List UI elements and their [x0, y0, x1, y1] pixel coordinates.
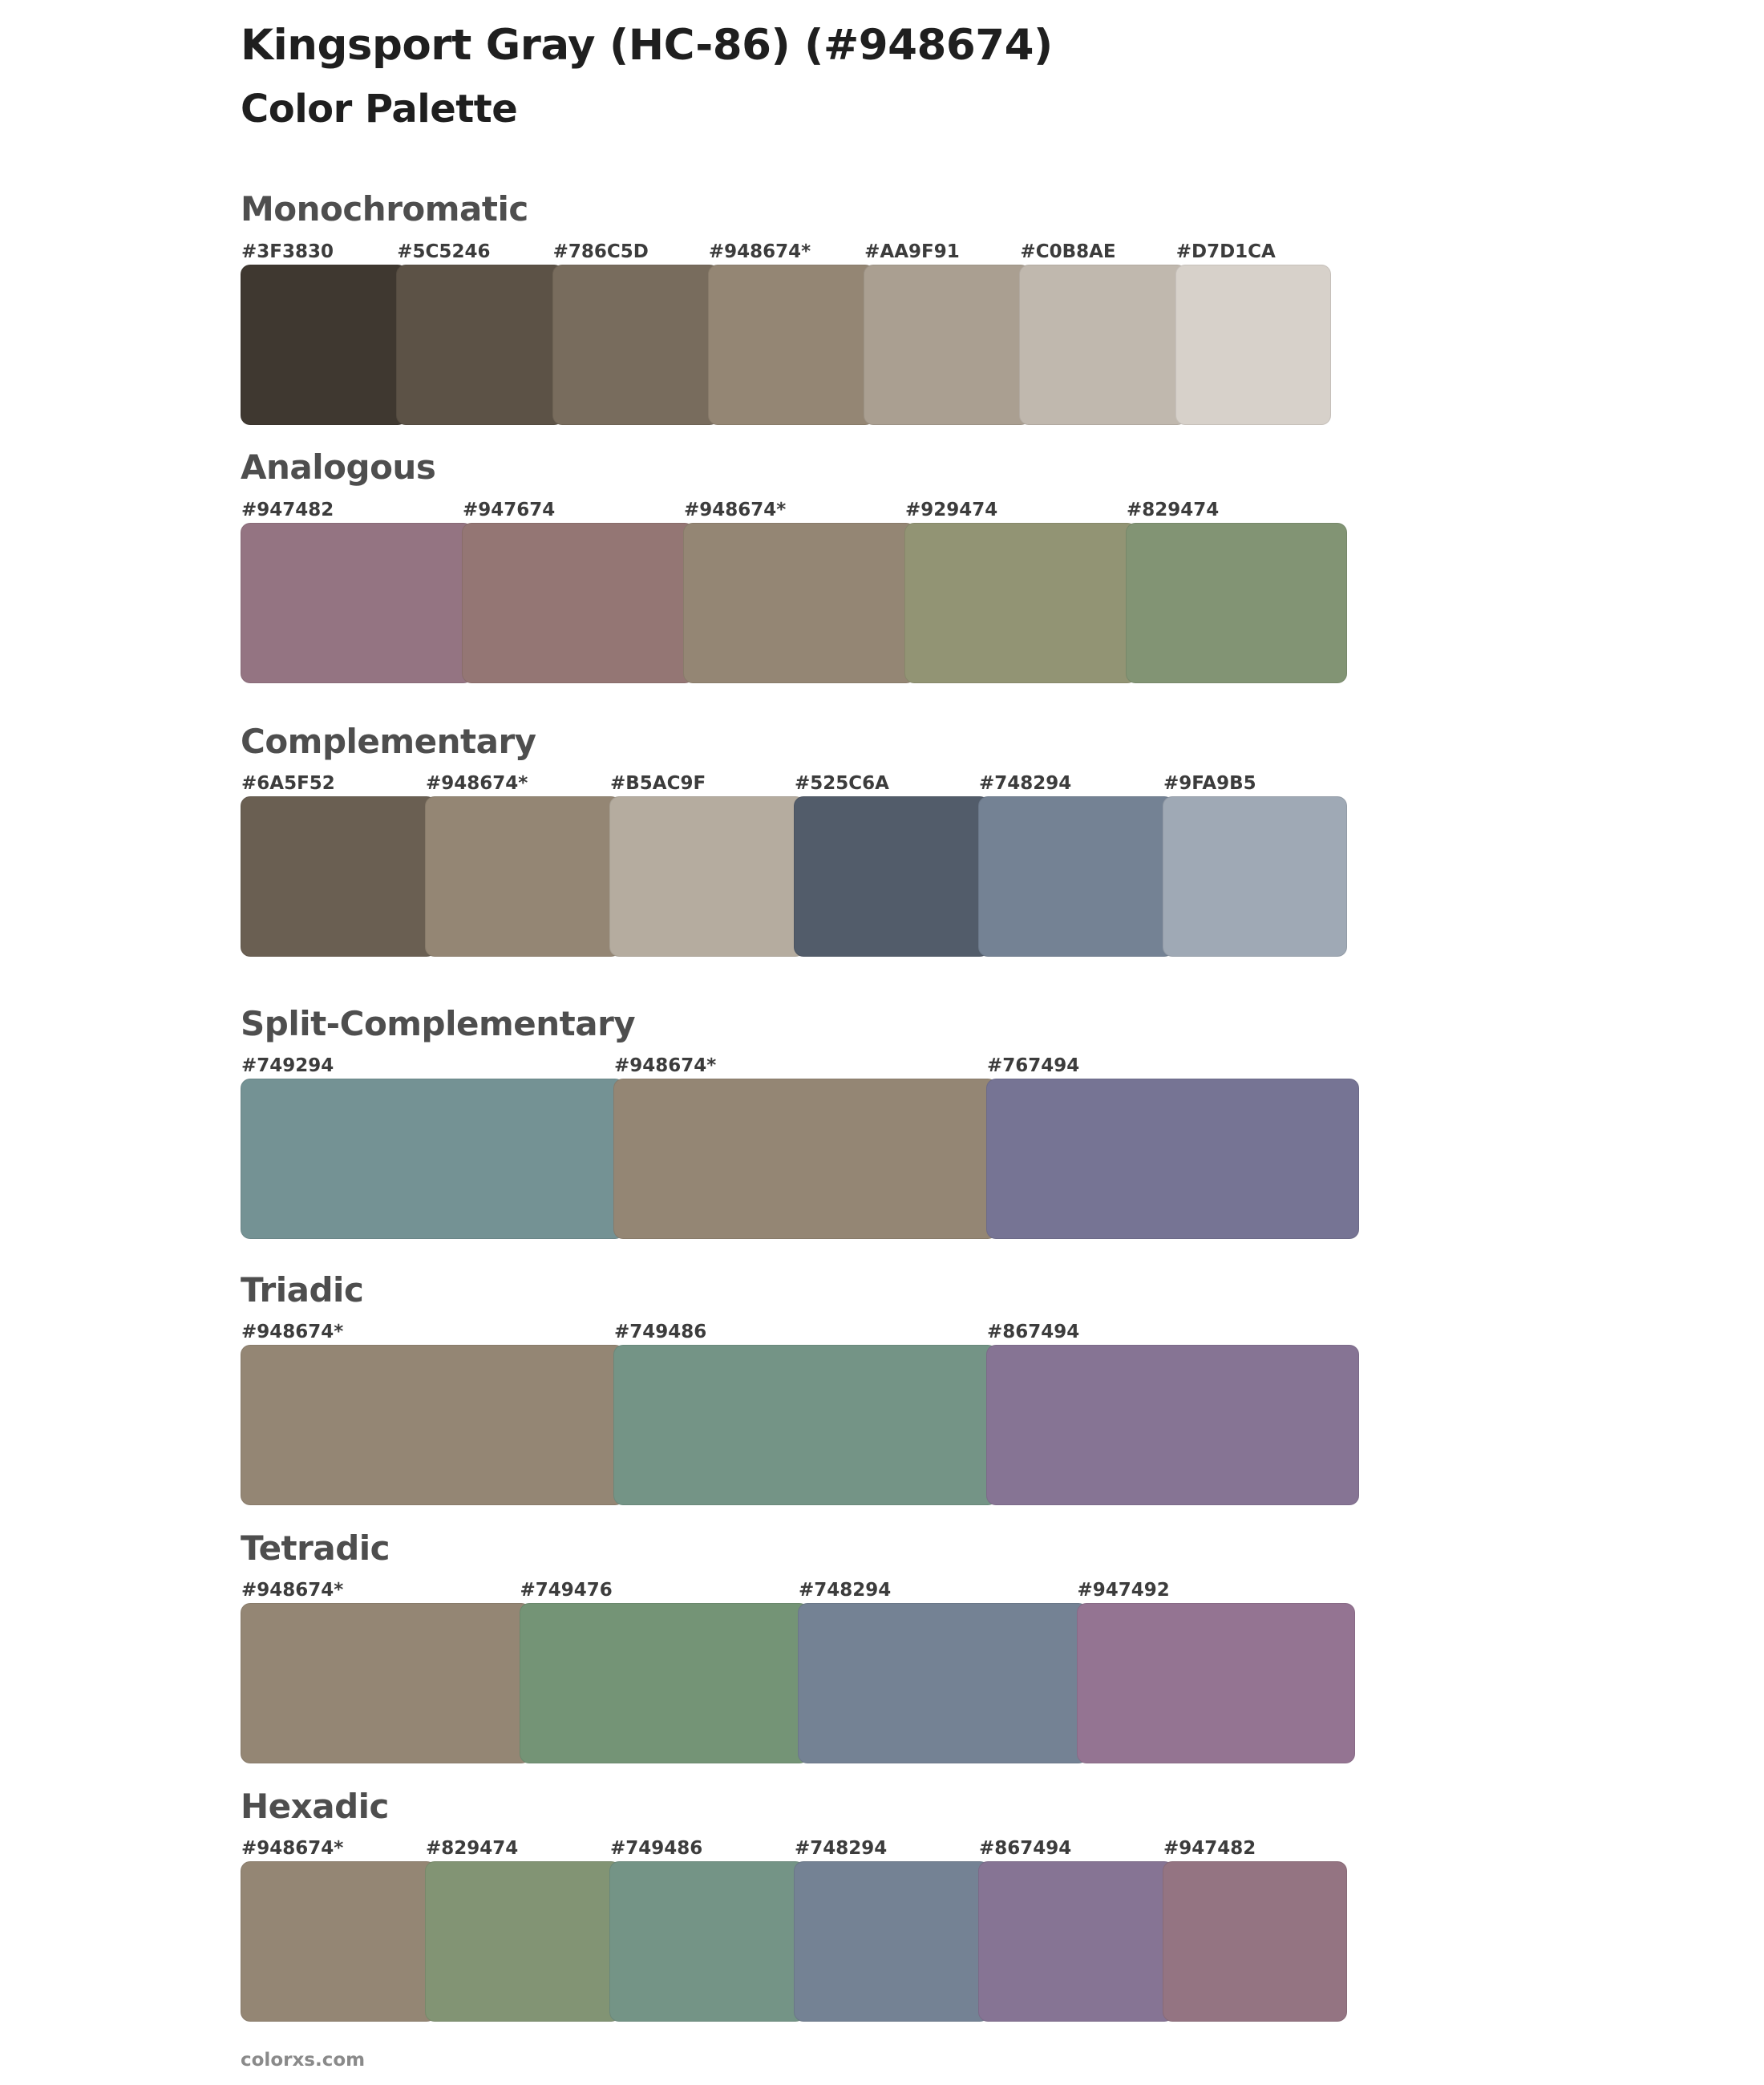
- palette-heading: Triadic: [241, 1270, 364, 1310]
- palette-heading: Monochromatic: [241, 189, 528, 229]
- color-swatch[interactable]: [986, 1055, 1359, 1239]
- color-swatch[interactable]: [241, 1322, 625, 1505]
- color-swatch[interactable]: [798, 1580, 1088, 1763]
- palette-heading: Complementary: [241, 722, 536, 761]
- swatch-row: [241, 1838, 1347, 2022]
- swatch-hex-label: #948674*: [708, 241, 811, 262]
- swatch-hex-label: #AA9F91: [864, 241, 960, 262]
- swatch-hex-label: #948674*: [241, 1580, 344, 1601]
- color-swatch[interactable]: [1163, 1838, 1347, 2022]
- swatch-hex-label: #947482: [241, 500, 334, 520]
- color-swatch[interactable]: [520, 1580, 810, 1763]
- swatch-hex-label: #B5AC9F: [610, 773, 706, 794]
- color-swatch[interactable]: [683, 500, 916, 683]
- color-swatch[interactable]: [241, 1580, 531, 1763]
- color-swatch[interactable]: [1126, 500, 1347, 683]
- swatch-hex-label: #947492: [1077, 1580, 1170, 1601]
- color-swatch[interactable]: [708, 241, 875, 425]
- color-swatch[interactable]: [241, 773, 436, 957]
- color-swatch[interactable]: [462, 500, 694, 683]
- swatch-hex-label: #748294: [799, 1580, 892, 1601]
- color-swatch[interactable]: [609, 773, 805, 957]
- color-swatch[interactable]: [1019, 241, 1186, 425]
- swatch-hex-label: #749486: [610, 1838, 703, 1859]
- color-swatch[interactable]: [241, 241, 407, 425]
- page-subtitle: Color Palette: [241, 87, 518, 132]
- swatch-row: [241, 500, 1347, 683]
- palette-heading: Split-Complementary: [241, 1004, 636, 1043]
- color-swatch[interactable]: [613, 1322, 997, 1505]
- color-swatch[interactable]: [396, 241, 563, 425]
- color-swatch[interactable]: [1163, 773, 1347, 957]
- color-swatch[interactable]: [241, 500, 473, 683]
- color-swatch[interactable]: [425, 1838, 621, 2022]
- swatch-hex-label: #867494: [987, 1322, 1080, 1342]
- swatch-row: [241, 241, 1331, 425]
- color-swatch[interactable]: [1175, 241, 1331, 425]
- footer-site-name[interactable]: colorxs.com: [241, 2050, 366, 2071]
- color-swatch[interactable]: [864, 241, 1030, 425]
- color-swatch[interactable]: [978, 773, 1174, 957]
- swatch-hex-label: #947674: [463, 500, 556, 520]
- color-swatch[interactable]: [986, 1322, 1359, 1505]
- swatch-hex-label: #9FA9B5: [1163, 773, 1256, 794]
- color-swatch[interactable]: [241, 1838, 436, 2022]
- color-swatch[interactable]: [241, 1055, 625, 1239]
- swatch-hex-label: #6A5F52: [241, 773, 335, 794]
- palette-heading: Hexadic: [241, 1787, 389, 1826]
- swatch-hex-label: #948674*: [241, 1838, 344, 1859]
- swatch-hex-label: #948674*: [426, 773, 528, 794]
- swatch-hex-label: #C0B8AE: [1020, 241, 1116, 262]
- swatch-hex-label: #525C6A: [795, 773, 889, 794]
- swatch-hex-label: #5C5246: [397, 241, 491, 262]
- swatch-hex-label: #947482: [1163, 1838, 1256, 1859]
- color-swatch[interactable]: [425, 773, 621, 957]
- swatch-row: [241, 1322, 1359, 1505]
- swatch-hex-label: #749476: [520, 1580, 613, 1601]
- swatch-hex-label: #786C5D: [552, 241, 649, 262]
- swatch-hex-label: #767494: [987, 1055, 1080, 1076]
- color-swatch[interactable]: [613, 1055, 997, 1239]
- swatch-hex-label: #3F3830: [241, 241, 334, 262]
- swatch-hex-label: #867494: [979, 1838, 1072, 1859]
- swatch-row: [241, 1055, 1359, 1239]
- color-swatch[interactable]: [609, 1838, 805, 2022]
- color-swatch[interactable]: [794, 773, 989, 957]
- swatch-hex-label: #749294: [241, 1055, 334, 1076]
- page-title: Kingsport Gray (HC-86) (#948674): [241, 21, 1053, 70]
- swatch-hex-label: #749486: [614, 1322, 707, 1342]
- swatch-hex-label: #948674*: [684, 500, 787, 520]
- palette-heading: Analogous: [241, 447, 436, 487]
- swatch-hex-label: #948674*: [614, 1055, 717, 1076]
- swatch-hex-label: #748294: [795, 1838, 888, 1859]
- color-swatch[interactable]: [978, 1838, 1174, 2022]
- swatch-hex-label: #D7D1CA: [1175, 241, 1276, 262]
- swatch-row: [241, 773, 1347, 957]
- swatch-hex-label: #829474: [426, 1838, 519, 1859]
- color-swatch[interactable]: [904, 500, 1137, 683]
- swatch-hex-label: #929474: [905, 500, 998, 520]
- color-swatch[interactable]: [1077, 1580, 1356, 1763]
- swatch-hex-label: #948674*: [241, 1322, 344, 1342]
- swatch-row: [241, 1580, 1355, 1763]
- swatch-hex-label: #748294: [979, 773, 1072, 794]
- color-swatch[interactable]: [552, 241, 719, 425]
- color-swatch[interactable]: [794, 1838, 989, 2022]
- swatch-hex-label: #829474: [1127, 500, 1220, 520]
- palette-heading: Tetradic: [241, 1528, 390, 1568]
